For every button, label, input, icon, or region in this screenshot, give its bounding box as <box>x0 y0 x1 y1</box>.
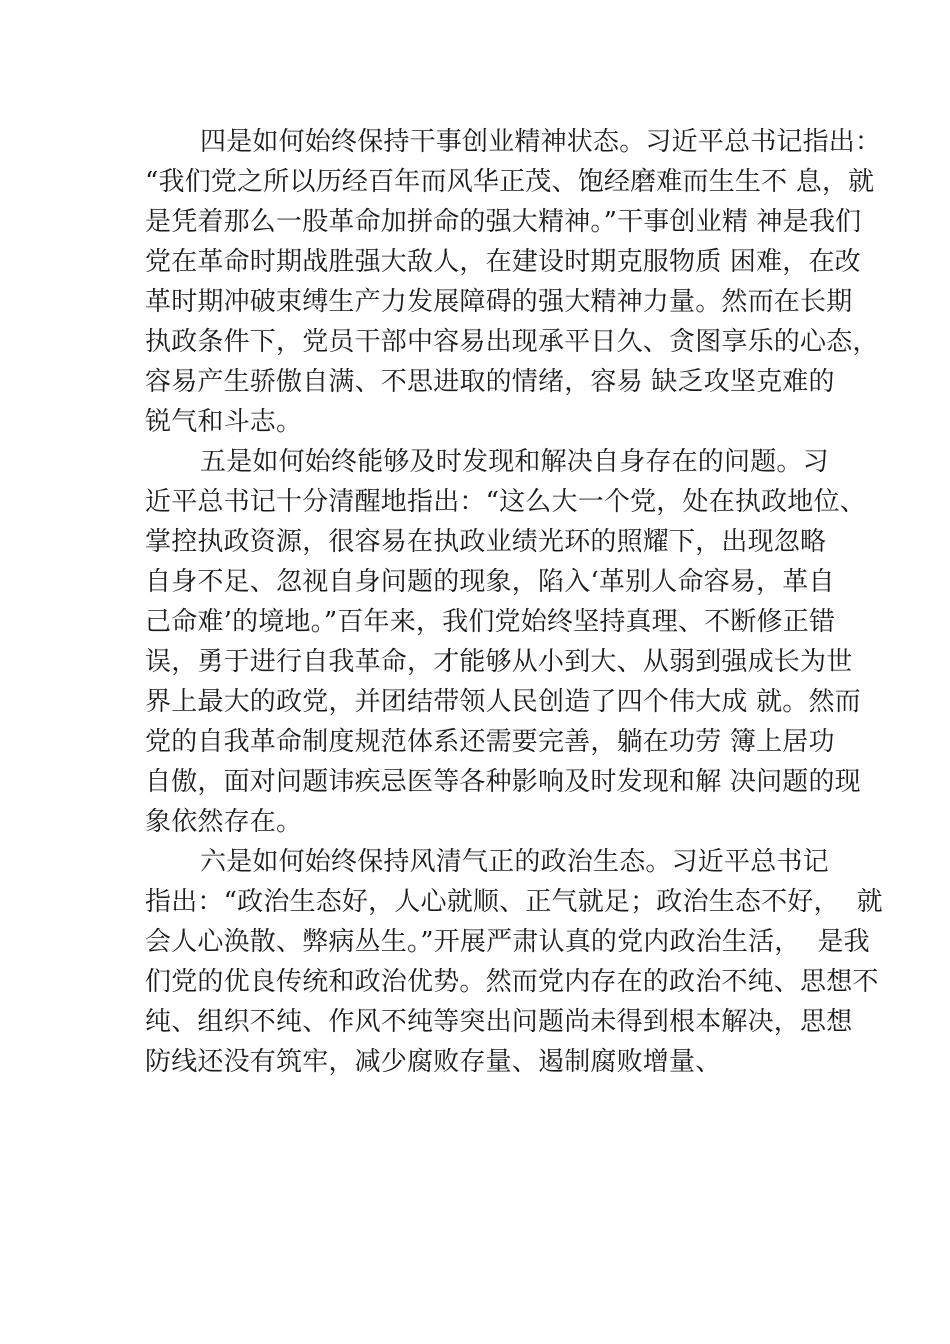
text-line: 防线还没有筑牢，减少腐败存量、遏制腐败增量、 <box>145 1047 722 1077</box>
text-line: 纯、组织不纯、作风不纯等突出问题尚未得到根本解决，思想 <box>145 1007 853 1037</box>
text-line: 革时期冲破束缚生产力发展障碍的强大精神力量。然而在长期 <box>145 287 853 317</box>
text-line: 六是如何始终保持风清气正的政治生态。习近平总书记 <box>200 847 829 877</box>
text-line: 误，勇于进行自我革命，才能够从小到大、从弱到强成长为世 <box>145 647 853 677</box>
text-line: 五是如何始终能够及时发现和解决自身存在的问题。习 <box>200 447 829 477</box>
text-line: 界上最大的政党，并团结带领人民创造了四个伟大成 就。然而 <box>145 687 861 717</box>
text-line: 己命难’的境地。”百年来，我们党始终坚持真理、不断修正错 <box>145 607 836 637</box>
text-line: 是凭着那么一股革命加拼命的强大精神。”干事创业精 神是我们 <box>145 207 862 237</box>
text-line: 们党的优良传统和政治优势。然而党内存在的政治不纯、思想不 <box>145 967 879 997</box>
text-line: 党的自我革命制度规范体系还需要完善，躺在功劳 簿上居功 <box>145 727 835 757</box>
text-line: 容易产生骄傲自满、不思进取的情绪，容易 缺乏攻坚克难的 <box>145 367 835 397</box>
text-line: 自傲，面对问题讳疾忌医等各种影响及时发现和解 决问题的现 <box>145 767 861 797</box>
text-line: 锐气和斗志。 <box>145 407 303 437</box>
text-line: 指出：“政治生态好，人心就顺、正气就足；政治生态不好， 就 <box>145 887 883 917</box>
text-line: 会人心涣散、弊病丛生。”开展严肃认真的党内政治生活， 是我 <box>145 927 870 957</box>
text-line: 执政条件下，党员干部中容易出现承平日久、贪图享乐的心态， <box>145 327 879 357</box>
text-line: 四是如何始终保持干事创业精神状态。习近平总书记指出： <box>200 127 882 157</box>
text-line: 近平总书记十分清醒地指出：“这么大一个党，处在执政地位、 <box>145 487 866 517</box>
text-line: 掌控执政资源，很容易在执政业绩光环的照耀下，出现忽略 <box>145 527 827 557</box>
text-line: “我们党之所以历经百年而风华正茂、饱经磨难而生生不 息，就 <box>145 167 875 197</box>
text-line: 自身不足、忽视自身问题的现象，陷入‘革别人命容易，革自 <box>145 567 835 597</box>
text-line: 象依然存在。 <box>145 807 303 837</box>
text-line: 党在革命时期战胜强大敌人，在建设时期克服物质 困难，在改 <box>145 247 861 277</box>
